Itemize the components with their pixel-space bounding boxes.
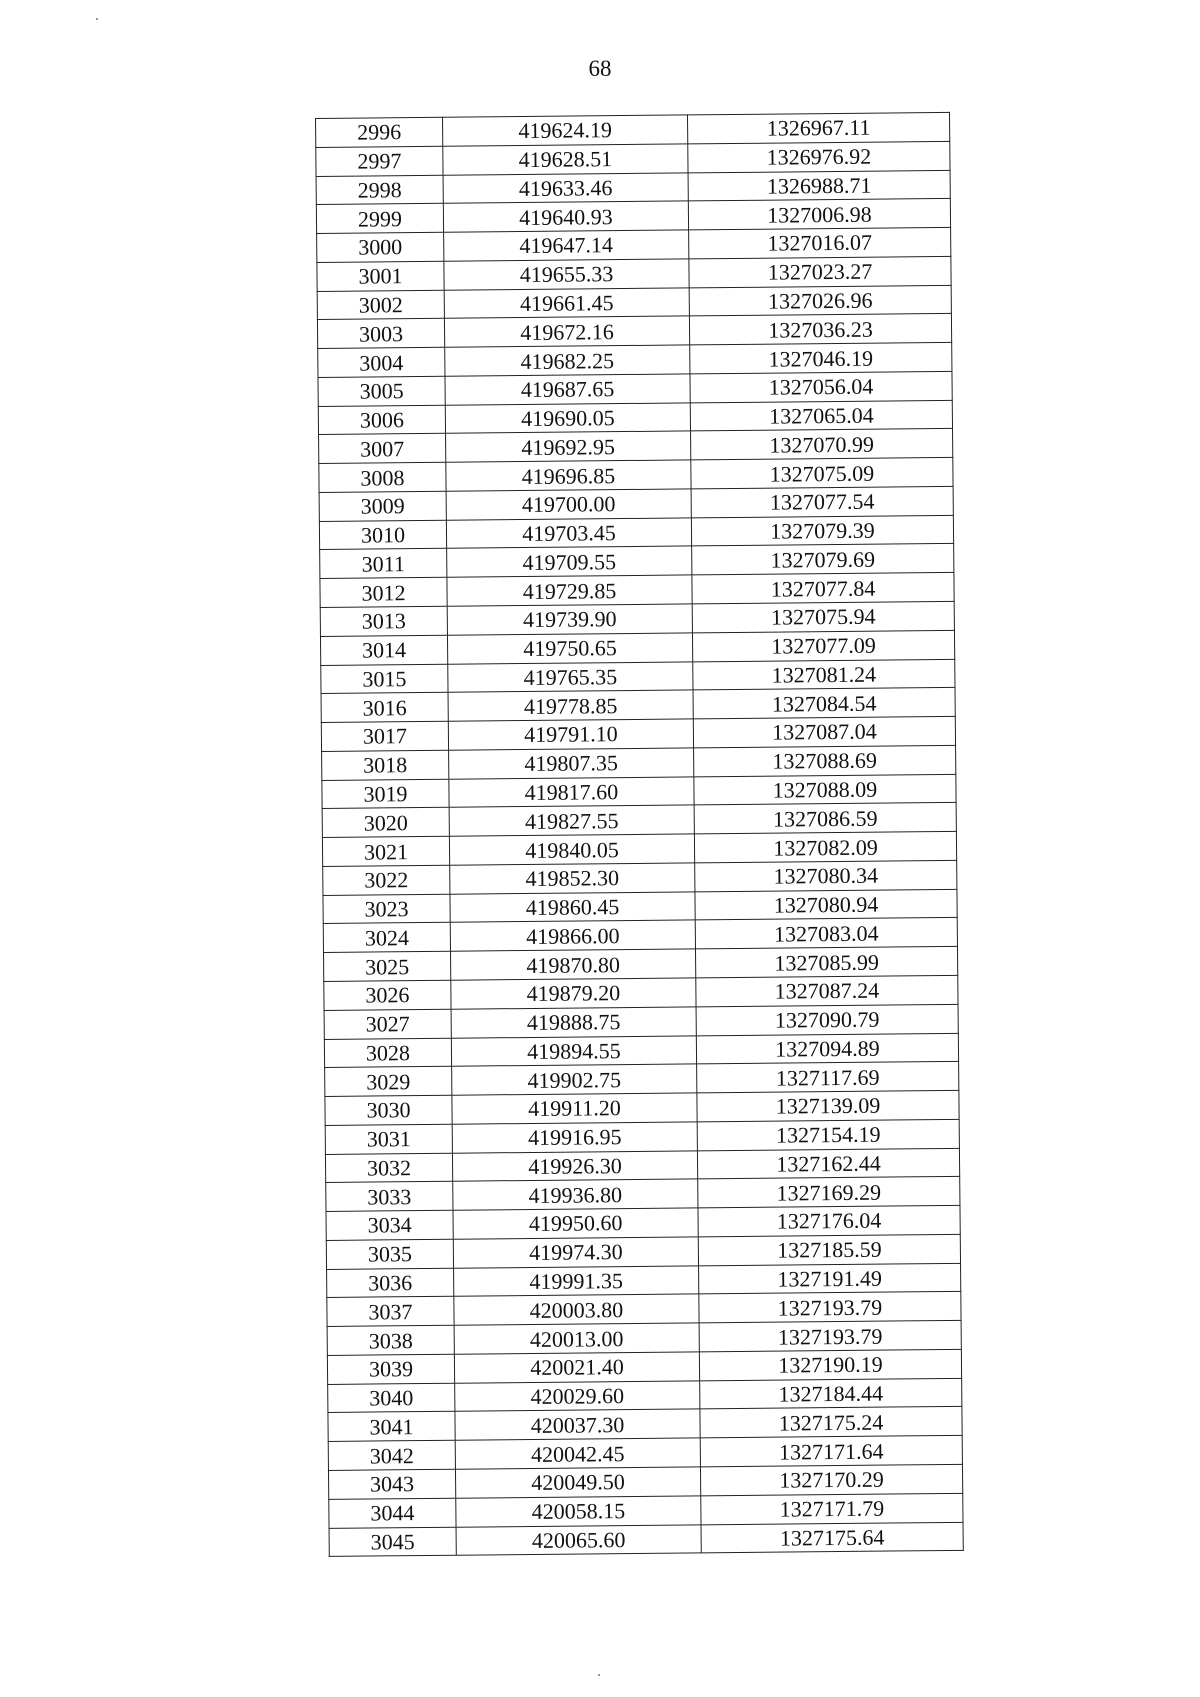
point-number-cell: 3022 — [323, 865, 450, 895]
y-coordinate-cell: 1327170.29 — [700, 1464, 962, 1495]
point-number-cell: 3031 — [325, 1124, 452, 1154]
point-number-cell: 3021 — [322, 836, 449, 866]
point-number-cell: 3001 — [317, 261, 444, 291]
scan-speck — [598, 1674, 600, 1676]
scan-speck — [96, 18, 98, 20]
x-coordinate-cell: 420042.45 — [455, 1438, 700, 1469]
point-number-cell: 3005 — [318, 376, 445, 406]
y-coordinate-cell: 1327175.64 — [701, 1522, 963, 1553]
y-coordinate-cell: 1327075.09 — [691, 458, 953, 489]
point-number-cell: 3012 — [320, 578, 447, 608]
y-coordinate-cell: 1327081.24 — [693, 659, 955, 690]
point-number-cell: 3016 — [321, 693, 448, 723]
x-coordinate-cell: 419729.85 — [447, 575, 692, 606]
coordinates-table — [315, 112, 964, 1557]
x-coordinate-cell: 419628.51 — [443, 144, 688, 175]
x-coordinate-cell: 420065.60 — [456, 1524, 701, 1555]
y-coordinate-cell: 1327083.04 — [695, 918, 957, 949]
y-coordinate-cell: 1327077.54 — [691, 486, 953, 517]
x-coordinate-cell: 419700.00 — [446, 489, 691, 520]
y-coordinate-cell: 1327070.99 — [691, 429, 953, 460]
point-number-cell: 3018 — [322, 750, 449, 780]
point-number-cell: 3034 — [326, 1210, 453, 1240]
x-coordinate-cell: 419640.93 — [443, 201, 688, 232]
point-number-cell: 3011 — [320, 549, 447, 579]
y-coordinate-cell: 1327087.04 — [693, 716, 955, 747]
y-coordinate-cell: 1327080.94 — [695, 889, 957, 920]
point-number-cell: 3028 — [324, 1038, 451, 1068]
x-coordinate-cell: 419916.95 — [452, 1122, 697, 1153]
point-number-cell: 3043 — [328, 1469, 455, 1499]
x-coordinate-cell: 419879.20 — [451, 978, 696, 1009]
y-coordinate-cell: 1327087.24 — [696, 975, 958, 1006]
x-coordinate-cell: 419682.25 — [445, 345, 690, 376]
x-coordinate-cell: 419672.16 — [444, 316, 689, 347]
point-number-cell: 3008 — [319, 462, 446, 492]
x-coordinate-cell: 420049.50 — [455, 1467, 700, 1498]
y-coordinate-cell: 1327079.69 — [692, 544, 954, 575]
x-coordinate-cell: 419750.65 — [447, 633, 692, 664]
y-coordinate-cell: 1327185.59 — [698, 1234, 960, 1265]
x-coordinate-cell: 419696.85 — [446, 460, 691, 491]
point-number-cell: 3009 — [319, 491, 446, 521]
y-coordinate-cell: 1327191.49 — [699, 1263, 961, 1294]
y-coordinate-cell: 1327193.79 — [699, 1321, 961, 1352]
x-coordinate-cell: 419866.00 — [450, 920, 695, 951]
x-coordinate-cell: 419661.45 — [444, 288, 689, 319]
x-coordinate-cell: 419888.75 — [451, 1007, 696, 1038]
point-number-cell: 3006 — [318, 405, 445, 435]
point-number-cell: 3033 — [326, 1182, 453, 1212]
y-coordinate-cell: 1327176.04 — [698, 1205, 960, 1236]
point-number-cell: 3029 — [325, 1066, 452, 1096]
x-coordinate-cell: 419860.45 — [450, 892, 695, 923]
y-coordinate-cell: 1327023.27 — [689, 256, 951, 287]
point-number-cell: 3044 — [329, 1498, 456, 1528]
x-coordinate-cell: 419633.46 — [443, 172, 688, 203]
x-coordinate-cell: 419807.35 — [449, 748, 694, 779]
point-number-cell: 3039 — [327, 1354, 454, 1384]
y-coordinate-cell: 1327171.64 — [700, 1436, 962, 1467]
y-coordinate-cell: 1327077.84 — [692, 573, 954, 604]
point-number-cell: 3025 — [324, 951, 451, 981]
point-number-cell: 2999 — [316, 204, 443, 234]
x-coordinate-cell: 419624.19 — [442, 115, 687, 146]
x-coordinate-cell: 419852.30 — [450, 863, 695, 894]
y-coordinate-cell: 1327088.09 — [694, 774, 956, 805]
point-number-cell: 3030 — [325, 1095, 452, 1125]
x-coordinate-cell: 420003.80 — [454, 1294, 699, 1325]
x-coordinate-cell: 419739.90 — [447, 604, 692, 635]
x-coordinate-cell: 419687.65 — [445, 374, 690, 405]
point-number-cell: 3002 — [317, 290, 444, 320]
x-coordinate-cell: 420021.40 — [454, 1352, 699, 1383]
y-coordinate-cell: 1327162.44 — [697, 1148, 959, 1179]
point-number-cell: 3023 — [323, 894, 450, 924]
y-coordinate-cell: 1327184.44 — [700, 1378, 962, 1409]
y-coordinate-cell: 1327154.19 — [697, 1119, 959, 1150]
page-number: 68 — [588, 56, 612, 81]
point-number-cell: 3037 — [327, 1297, 454, 1327]
x-coordinate-cell: 419894.55 — [451, 1035, 696, 1066]
coordinates-table-body — [316, 112, 964, 1556]
y-coordinate-cell: 1327171.79 — [701, 1493, 963, 1524]
table-row — [329, 1522, 963, 1557]
x-coordinate-cell: 419778.85 — [448, 690, 693, 721]
y-coordinate-cell: 1327175.24 — [700, 1407, 962, 1438]
y-coordinate-cell: 1327046.19 — [690, 343, 952, 374]
y-coordinate-cell: 1327082.09 — [694, 832, 956, 863]
x-coordinate-cell: 420013.00 — [454, 1323, 699, 1354]
point-number-cell: 3035 — [326, 1239, 453, 1269]
y-coordinate-cell: 1326967.11 — [687, 112, 949, 143]
point-number-cell: 3026 — [324, 980, 451, 1010]
x-coordinate-cell: 419791.10 — [448, 719, 693, 750]
x-coordinate-cell: 420037.30 — [455, 1409, 700, 1440]
x-coordinate-cell: 419840.05 — [449, 834, 694, 865]
y-coordinate-cell: 1326988.71 — [688, 170, 950, 201]
y-coordinate-cell: 1327026.96 — [689, 285, 951, 316]
x-coordinate-cell: 420029.60 — [455, 1381, 700, 1412]
x-coordinate-cell: 419703.45 — [446, 518, 691, 549]
y-coordinate-cell: 1327090.79 — [696, 1004, 958, 1035]
point-number-cell: 3013 — [320, 606, 447, 636]
point-number-cell: 3004 — [318, 347, 445, 377]
point-number-cell: 3032 — [325, 1153, 452, 1183]
point-number-cell: 3015 — [321, 664, 448, 694]
point-number-cell: 3024 — [323, 923, 450, 953]
y-coordinate-cell: 1327086.59 — [694, 803, 956, 834]
y-coordinate-cell: 1327190.19 — [699, 1349, 961, 1380]
y-coordinate-cell: 1327016.07 — [689, 227, 951, 258]
point-number-cell: 3014 — [320, 635, 447, 665]
x-coordinate-cell: 419991.35 — [454, 1265, 699, 1296]
x-coordinate-cell: 419817.60 — [449, 777, 694, 808]
y-coordinate-cell: 1327056.04 — [690, 371, 952, 402]
x-coordinate-cell: 419709.55 — [447, 546, 692, 577]
point-number-cell: 3019 — [322, 779, 449, 809]
point-number-cell: 3042 — [328, 1440, 455, 1470]
point-number-cell: 2996 — [316, 117, 443, 147]
point-number-cell: 3027 — [324, 1009, 451, 1039]
y-coordinate-cell: 1327169.29 — [698, 1177, 960, 1208]
y-coordinate-cell: 1327079.39 — [691, 515, 953, 546]
y-coordinate-cell: 1327080.34 — [695, 860, 957, 891]
y-coordinate-cell: 1327117.69 — [697, 1062, 959, 1093]
point-number-cell: 3045 — [329, 1527, 456, 1557]
point-number-cell: 3007 — [319, 434, 446, 464]
point-number-cell: 3020 — [322, 808, 449, 838]
x-coordinate-cell: 419926.30 — [452, 1150, 697, 1181]
y-coordinate-cell: 1327139.09 — [697, 1090, 959, 1121]
x-coordinate-cell: 419902.75 — [452, 1064, 697, 1095]
point-number-cell: 3000 — [317, 232, 444, 262]
point-number-cell: 3010 — [319, 520, 446, 550]
y-coordinate-cell: 1327088.69 — [694, 745, 956, 776]
point-number-cell: 3040 — [328, 1383, 455, 1413]
x-coordinate-cell: 419690.05 — [445, 403, 690, 434]
x-coordinate-cell: 419950.60 — [453, 1208, 698, 1239]
y-coordinate-cell: 1327085.99 — [695, 947, 957, 978]
y-coordinate-cell: 1327006.98 — [688, 199, 950, 230]
x-coordinate-cell: 419827.55 — [449, 805, 694, 836]
point-number-cell: 3017 — [321, 721, 448, 751]
y-coordinate-cell: 1326976.92 — [688, 141, 950, 172]
x-coordinate-cell: 419911.20 — [452, 1093, 697, 1124]
point-number-cell: 3036 — [327, 1268, 454, 1298]
y-coordinate-cell: 1327065.04 — [690, 400, 952, 431]
x-coordinate-cell: 419655.33 — [444, 259, 689, 290]
x-coordinate-cell: 419647.14 — [444, 230, 689, 261]
point-number-cell: 3041 — [328, 1412, 455, 1442]
y-coordinate-cell: 1327193.79 — [699, 1292, 961, 1323]
y-coordinate-cell: 1327094.89 — [696, 1033, 958, 1064]
y-coordinate-cell: 1327075.94 — [692, 601, 954, 632]
x-coordinate-cell: 420058.15 — [456, 1496, 701, 1527]
y-coordinate-cell: 1327036.23 — [689, 314, 951, 345]
y-coordinate-cell: 1327077.09 — [692, 630, 954, 661]
point-number-cell: 3003 — [317, 319, 444, 349]
point-number-cell: 2997 — [316, 146, 443, 176]
x-coordinate-cell: 419765.35 — [448, 661, 693, 692]
point-number-cell: 3038 — [327, 1325, 454, 1355]
point-number-cell: 2998 — [316, 175, 443, 205]
x-coordinate-cell: 419692.95 — [446, 431, 691, 462]
x-coordinate-cell: 419936.80 — [453, 1179, 698, 1210]
x-coordinate-cell: 419974.30 — [453, 1237, 698, 1268]
x-coordinate-cell: 419870.80 — [451, 949, 696, 980]
y-coordinate-cell: 1327084.54 — [693, 688, 955, 719]
